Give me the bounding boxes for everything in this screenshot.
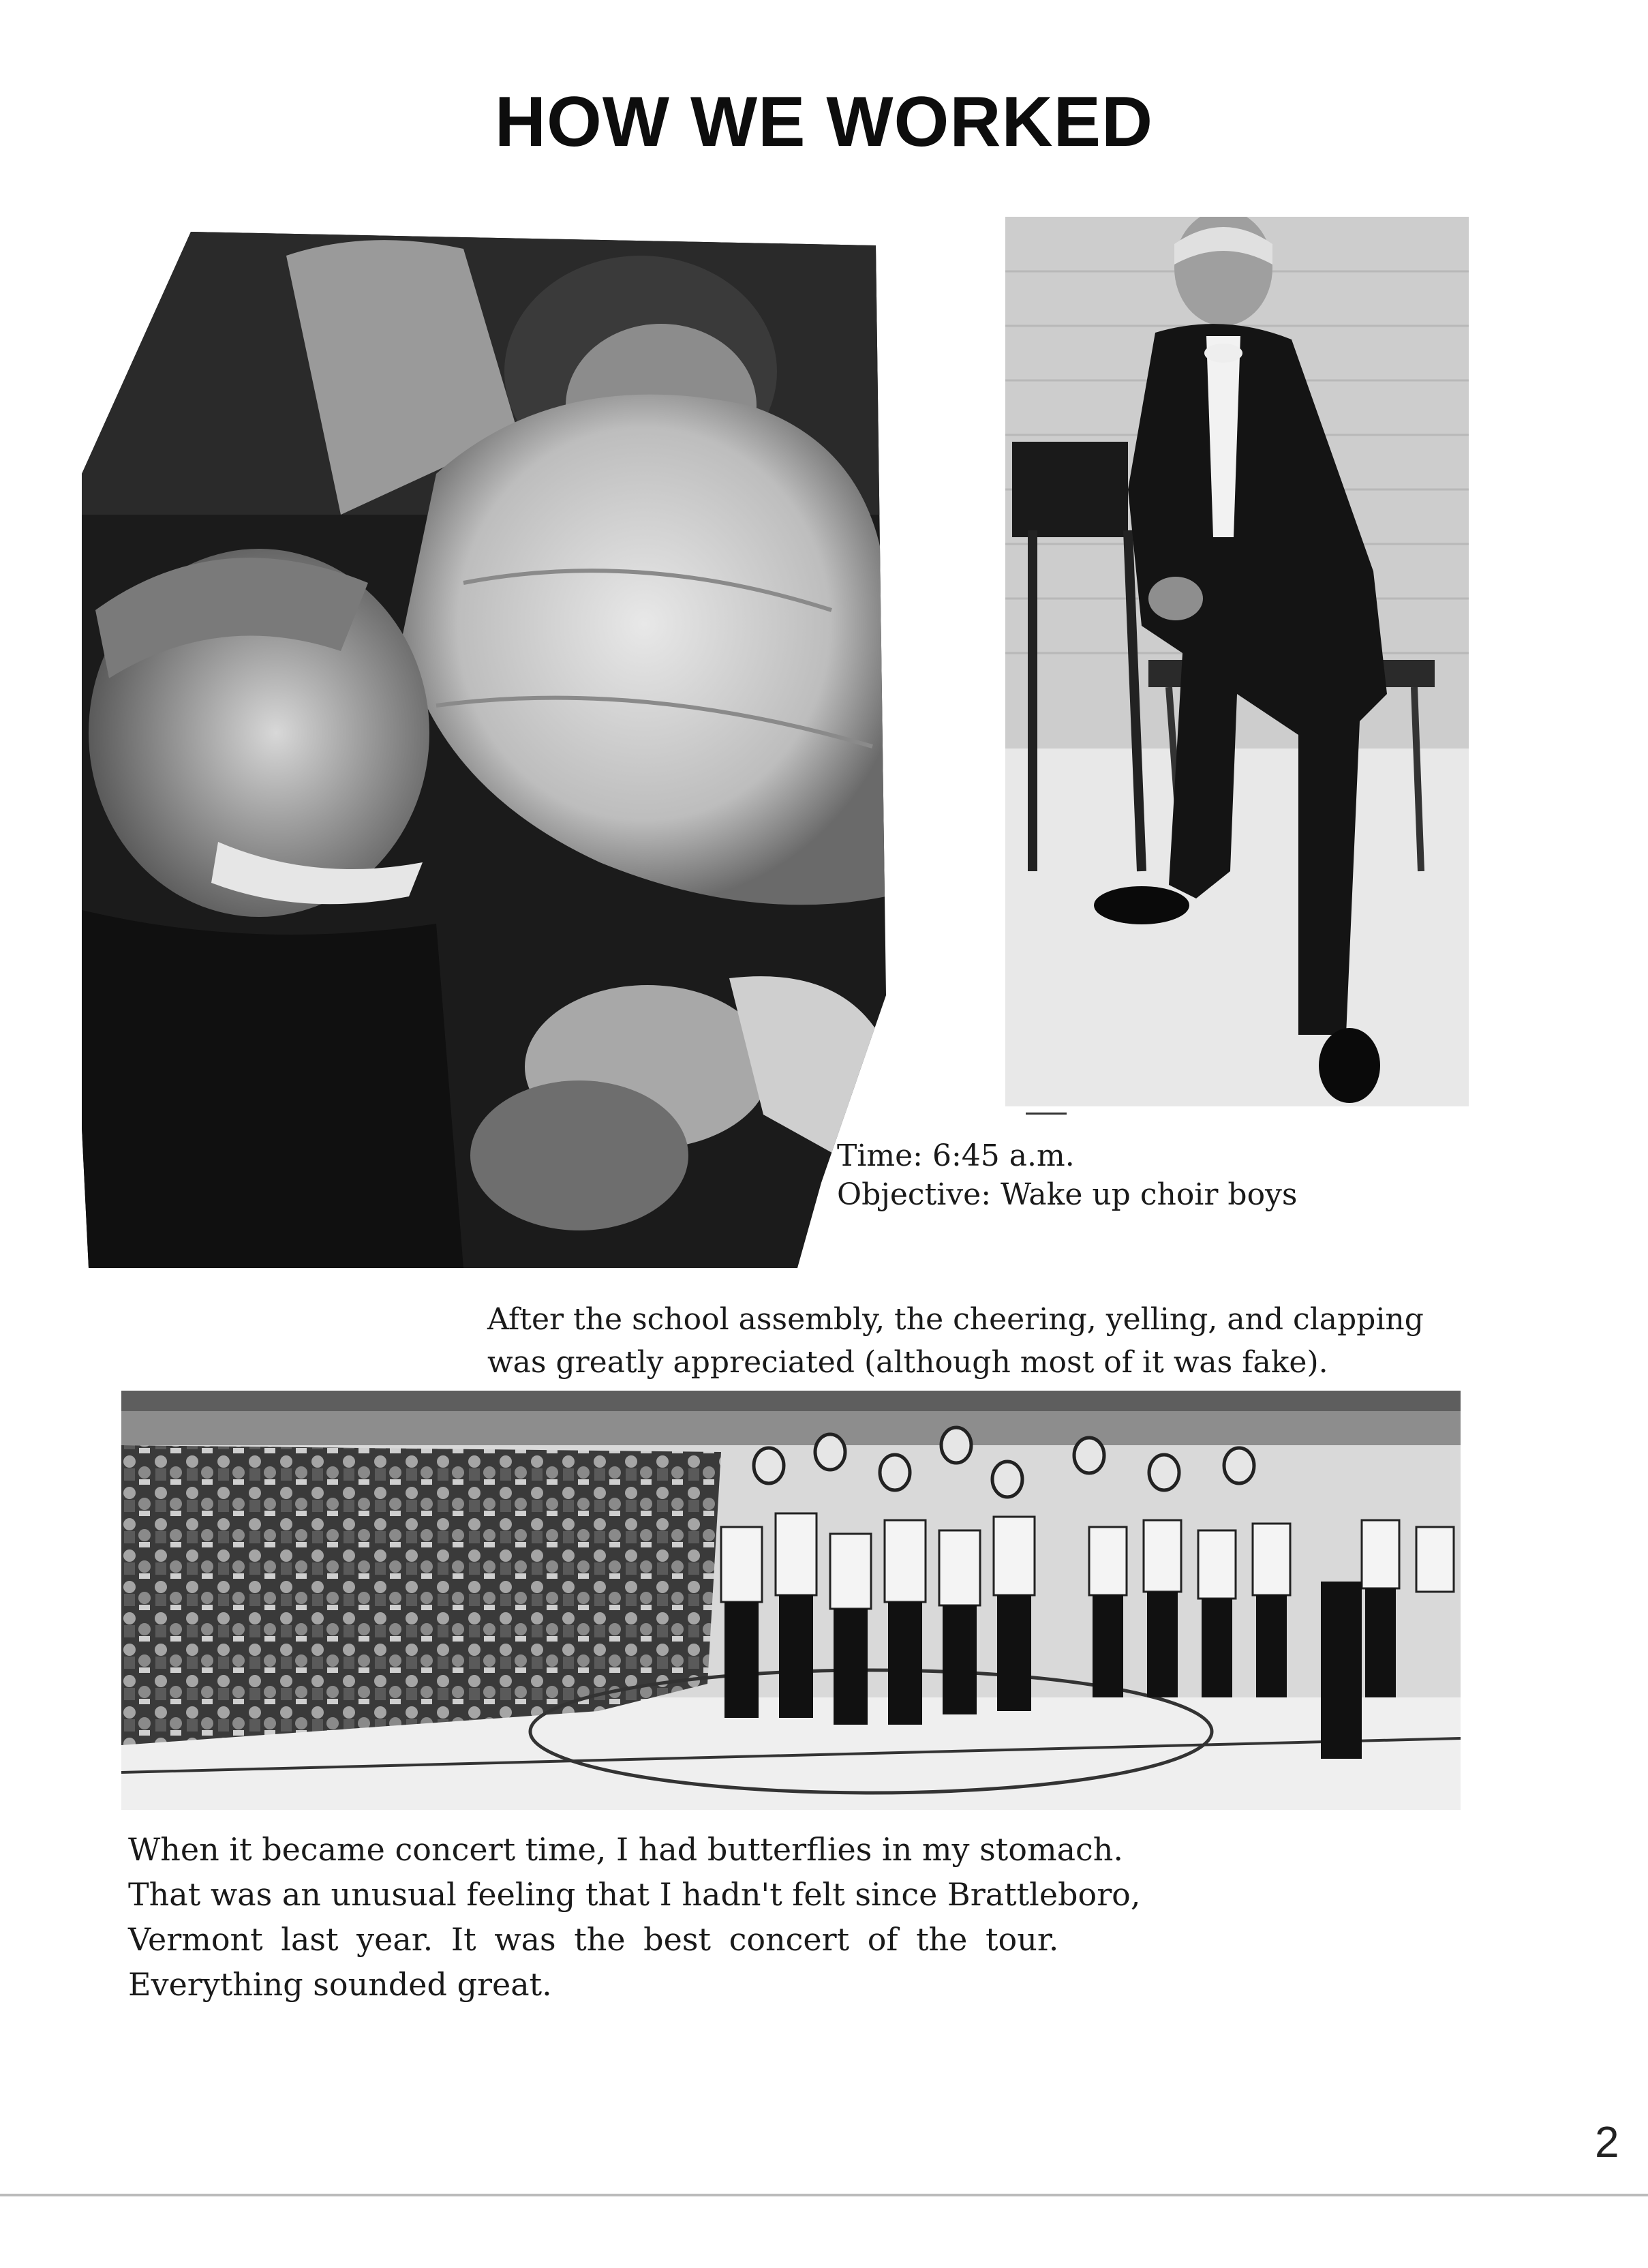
caption-time: Time: 6:45 a.m. (837, 1138, 1075, 1173)
caption-assembly-line2: was greatly appreciated (although most of it was fake). (487, 1345, 1328, 1380)
body-paragraph-line3: Vermont last year. It was the best concert of the tour. (128, 1921, 1059, 1958)
scan-bottom-edge (0, 2194, 1648, 2196)
body-paragraph-line2: That was an unusual feeling that I hadn't felt since Brattleboro, (128, 1876, 1141, 1913)
divider-rule (1026, 1113, 1067, 1115)
page-number: 2 (1595, 2117, 1619, 2166)
photo-choir-assembly (121, 1391, 1461, 1810)
page-title: HOW WE WORKED (494, 82, 1154, 162)
caption-objective: Objective: Wake up choir boys (837, 1177, 1298, 1212)
photo-conductor (1005, 217, 1469, 1106)
body-paragraph-line1: When it became concert time, I had butterflies in my stomach. (128, 1831, 1124, 1868)
photo-sleeping-boys (82, 228, 886, 1268)
caption-assembly-line1: After the school assembly, the cheering, yelling, and clapping (487, 1302, 1424, 1337)
body-paragraph-line4: Everything sounded great. (128, 1966, 552, 2003)
